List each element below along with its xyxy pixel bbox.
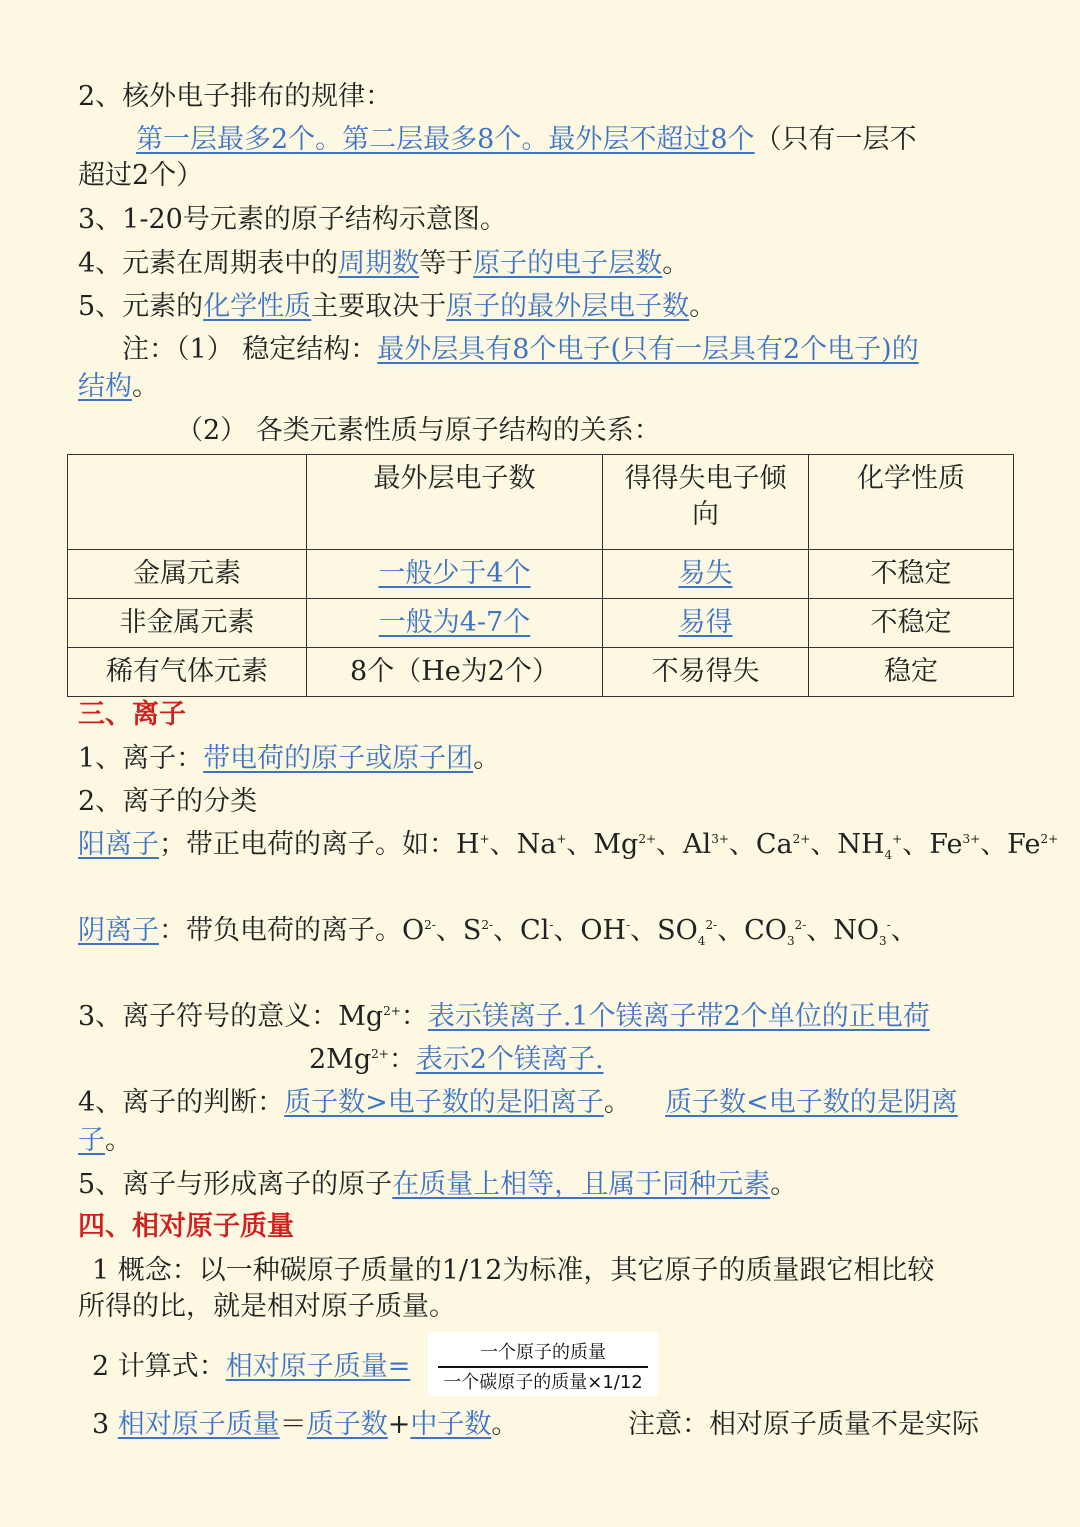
sec3-title: 三、离子 <box>78 699 186 730</box>
sec3-p4: 4、离子的判断：质子数>电子数的是阳离子。 质子数<电子数的是阴离 <box>78 1087 958 1118</box>
note1-end: 。 <box>132 371 159 402</box>
sec4-c1a: 1 概念：以一种碳原子质量的1/12为标准，其它原子的质量跟它相比较 <box>92 1255 935 1286</box>
sec3-p2: 2、离子的分类 <box>78 786 258 817</box>
note1-k2: 结构 <box>78 371 132 402</box>
table-row <box>68 648 1014 697</box>
note1-pre: 注：（1） 稳定结构： <box>122 334 378 365</box>
s5-k2: 原子的最外层电子数 <box>446 291 690 322</box>
s5-mid: 主要取决于 <box>311 291 447 322</box>
sec3-p4b: 子。 <box>78 1125 132 1156</box>
table-row <box>68 550 1014 599</box>
s5-k1: 化学性质 <box>203 291 312 322</box>
ion-definition: 带电荷的原子或原子团 <box>203 743 474 774</box>
sec3-p5: 5、离子与形成离子的原子在质量上相等，且属于同种元素。 <box>78 1169 798 1200</box>
table-cell-electrons: 8个（He为2个） <box>307 648 603 697</box>
table-cell-tendency: 不易得失 <box>603 648 809 697</box>
table-cell-electrons: 一般为4-7个 <box>307 599 603 648</box>
s5-pre: 5、元素的 <box>78 291 204 322</box>
formula-denominator: 一个碳原子的质量×1/12 <box>443 1372 643 1393</box>
formula-numerator: 一个原子的质量 <box>480 1342 606 1363</box>
anion-label: 阴离子 <box>78 915 159 946</box>
s2-rule: 第一层最多2个。第二层最多8个。最外层不超过8个 <box>136 124 755 155</box>
element-property-table <box>67 454 1014 697</box>
table-cell-property: 不稳定 <box>809 599 1014 648</box>
s5-line <box>78 289 716 325</box>
note1-line2 <box>78 369 159 405</box>
table-row <box>68 599 1014 648</box>
table-cell-electrons: 一般少于4个 <box>307 550 603 599</box>
s4-mid: 等于 <box>419 248 474 279</box>
s2-title: 2、核外电子排布的规律： <box>78 81 393 112</box>
sec4-c3-note: 注意：相对原子质量不是实际 <box>628 1409 979 1440</box>
table-cell-tendency: 易得 <box>603 599 809 648</box>
anion-list: $O^{2-}$、$S^{2-}$、Cl-、OH-、$SO_4^{2-}$、$CO_3^{2-}$、$NO_3^-$、 <box>402 915 918 948</box>
cation-list: H+、Na+、$Mg^{2+}$、$Al^{3+}$、$Ca^{2+}$、$NH_4^+$、$Fe^{3+}$、$Fe^{2+}$ <box>456 829 1059 862</box>
formula-fraction <box>428 1332 658 1396</box>
s3-text: 3、1-20号元素的原子结构示意图。 <box>78 204 507 235</box>
note1-k1: 最外层具有8个电子(只有一层具有2个电子)的 <box>377 334 919 365</box>
anion-desc: ：带负电荷的离子。 <box>159 915 402 946</box>
s5-end: 。 <box>689 291 717 322</box>
anion-line <box>78 913 918 953</box>
table-cell-type: 稀有气体元素 <box>68 648 307 697</box>
s4-k1: 周期数 <box>338 248 420 279</box>
table-cell-property: 稳定 <box>809 648 1014 697</box>
table-header-tendency: 得得失电子倾向 <box>603 455 809 550</box>
sec3-p1: 1、离子：带电荷的原子或原子团。 <box>78 743 501 774</box>
cation-label: 阳离子 <box>78 829 159 860</box>
cation-desc: ；带正电荷的离子。如： <box>159 829 456 860</box>
table-header-electrons: 最外层电子数 <box>307 455 603 550</box>
table-header-empty <box>68 455 307 550</box>
cation-line <box>78 827 1058 867</box>
table-cell-type: 非金属元素 <box>68 599 307 648</box>
note1-line <box>122 332 919 368</box>
table-cell-property: 不稳定 <box>809 550 1014 599</box>
table-header-property: 化学性质 <box>809 455 1014 550</box>
table-cell-type: 金属元素 <box>68 550 307 599</box>
s4-pre: 4、元素在周期表中的 <box>78 248 339 279</box>
s2-note-b: 超过2个） <box>78 160 204 191</box>
sec4-c1b: 所得的比，就是相对原子质量。 <box>78 1291 456 1322</box>
sec3-p3b: $2Mg^{2+}$：表示2个镁离子. <box>309 1044 604 1075</box>
table-cell-tendency: 易失 <box>603 550 809 599</box>
s2-note-a: （只有一层不 <box>754 124 917 155</box>
sec4-c2: 2 计算式：相对原子质量= <box>92 1351 411 1382</box>
sec3-p3: 3、离子符号的意义：$Mg^{2+}$：表示镁离子.1个镁离子带2个单位的正电荷 <box>78 1001 930 1032</box>
mg-ion-meaning: 表示镁离子.1个镁离子带2个单位的正电荷 <box>427 1001 930 1032</box>
2mg-ion-meaning: 表示2个镁离子. <box>415 1044 604 1075</box>
s2-rule-line <box>136 122 917 158</box>
sec4-title: 四、相对原子质量 <box>78 1211 294 1242</box>
formula-label: 相对原子质量= <box>225 1351 411 1382</box>
s4-end: 。 <box>662 248 690 279</box>
s4-k2: 原子的电子层数 <box>473 248 663 279</box>
note2: （2） 各类元素性质与原子结构的关系： <box>176 415 661 446</box>
sec4-c3: 3 相对原子质量＝质子数+中子数。 <box>92 1409 519 1440</box>
table-header-row <box>68 455 1014 550</box>
s4-line <box>78 246 689 282</box>
